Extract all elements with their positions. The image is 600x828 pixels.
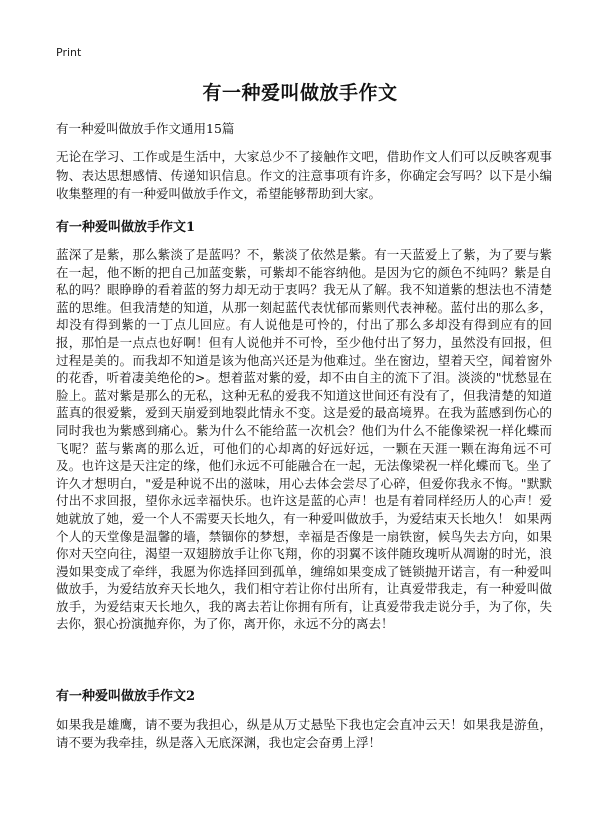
section-heading: 有一种爱叫做放手作文2 xyxy=(56,689,196,704)
intro-paragraph: 无论在学习、工作或是生活中，大家总少不了接触作文吧，借助作文人们可以反映客观事物、表达思想感情、传递知识信息。作文的注意事项有许多，你确定会写吗？以下是小编收集整理的有一种爱叫做放手作文，希望能够帮助到大家。 xyxy=(56,149,552,201)
section-body: 蓝深了是紫，那么紫淡了是蓝吗？不，紫淡了依然是紫。有一天蓝爱上了紫，为了要与紫在一起，他不断的把自己加蓝变紫，可紫却不能容纳他。是因为它的颜色不纯吗？紫是自私的吗？眼睁睁的看着蓝的努力却无动于衷吗？我无从了解。我不知道紫的想法也不清楚蓝的思维。但我清楚的知道，从那一刻起蓝代表忧郁而紫则代表神秘。蓝付出的那么多，却没有得到紫的一丁点儿回应。有人说他是可怜的，付出了那么多却没有得到应有的回报，那怕是一点点也好啊！但有人说他并不可怜，至少他付出了努力，虽然没有回报，但过程是美的。而我却不知道是该为他高兴还是为他难过。坐在窗边，望着天空，闻着窗外的花香，听着凄美绝伦的>。想着蓝对紫的爱，却不由自主的流下了泪。淡淡的"忧愁显在脸上。蓝对紫是那么的无私，这种无私的爱我不知道这世间还有没有了，但我清楚的知道蓝真的很爱紫，爱到天崩爱到地裂此情永不变。这是爱的最高境界。在我为蓝感到伤心的同时我也为紫感到痛心。紫为什么不能给蓝一次机会？他们为什么不能像梁祝一样化蝶而飞呢？蓝与紫离的那么近，可他们的心却离的好远好远，一颗在天涯一颗在海角远不可及。也许这是天注定的缘，他们永远不可能融合在一起，无法像梁祝一样化蝶而飞。坐了许久才想明白，"爱是种说不出的滋味，用心去体会尝尽了心碎，但爱你我永不悔。"默默付出不求回报，望你永远幸福快乐。也许这是蓝的心声！也是有着同样经历人的心声！爱她就放了她，爱一个人不需要天长地久，有一种爱叫做放手，为爱结束天长地久！ 如果两个人的天堂像是温馨的墙，禁锢你的梦想，幸福是否像是一扇铁窗，候鸟失去方向，如果你对天空向往，渴望一双翅膀放手让你飞翔，你的羽翼不该伴随玫瑰听从凋谢的时光，浪漫如果变成了牵绊，我愿为你选择回到孤单，缠绵如果变成了链锁抛开诺言，有一种爱叫做放手，为爱结放弃天长地久，我们相守若让你付出所有，让真爱带我走，有一种爱叫做放手，为爱结束天长地久，我的离去若让你拥有所有，让真爱带我走说分手，为了你，失去你，狠心扮演抛弃你，为了你，离开你，永远不分的离去！ xyxy=(56,247,552,632)
document-subtitle: 有一种爱叫做放手作文通用15篇 xyxy=(56,121,235,136)
section-body: 如果我是雄鹰，请不要为我担心，纵是从万丈悬坠下我也定会直冲云天！如果我是游鱼，请不要为我牵挂，纵是落入无底深渊，我也定会奋勇上浮！ xyxy=(56,717,552,750)
print-link[interactable]: Print xyxy=(56,46,82,59)
section-heading: 有一种爱叫做放手作文1 xyxy=(56,220,196,235)
page-title: 有一种爱叫做放手作文 xyxy=(202,82,398,104)
